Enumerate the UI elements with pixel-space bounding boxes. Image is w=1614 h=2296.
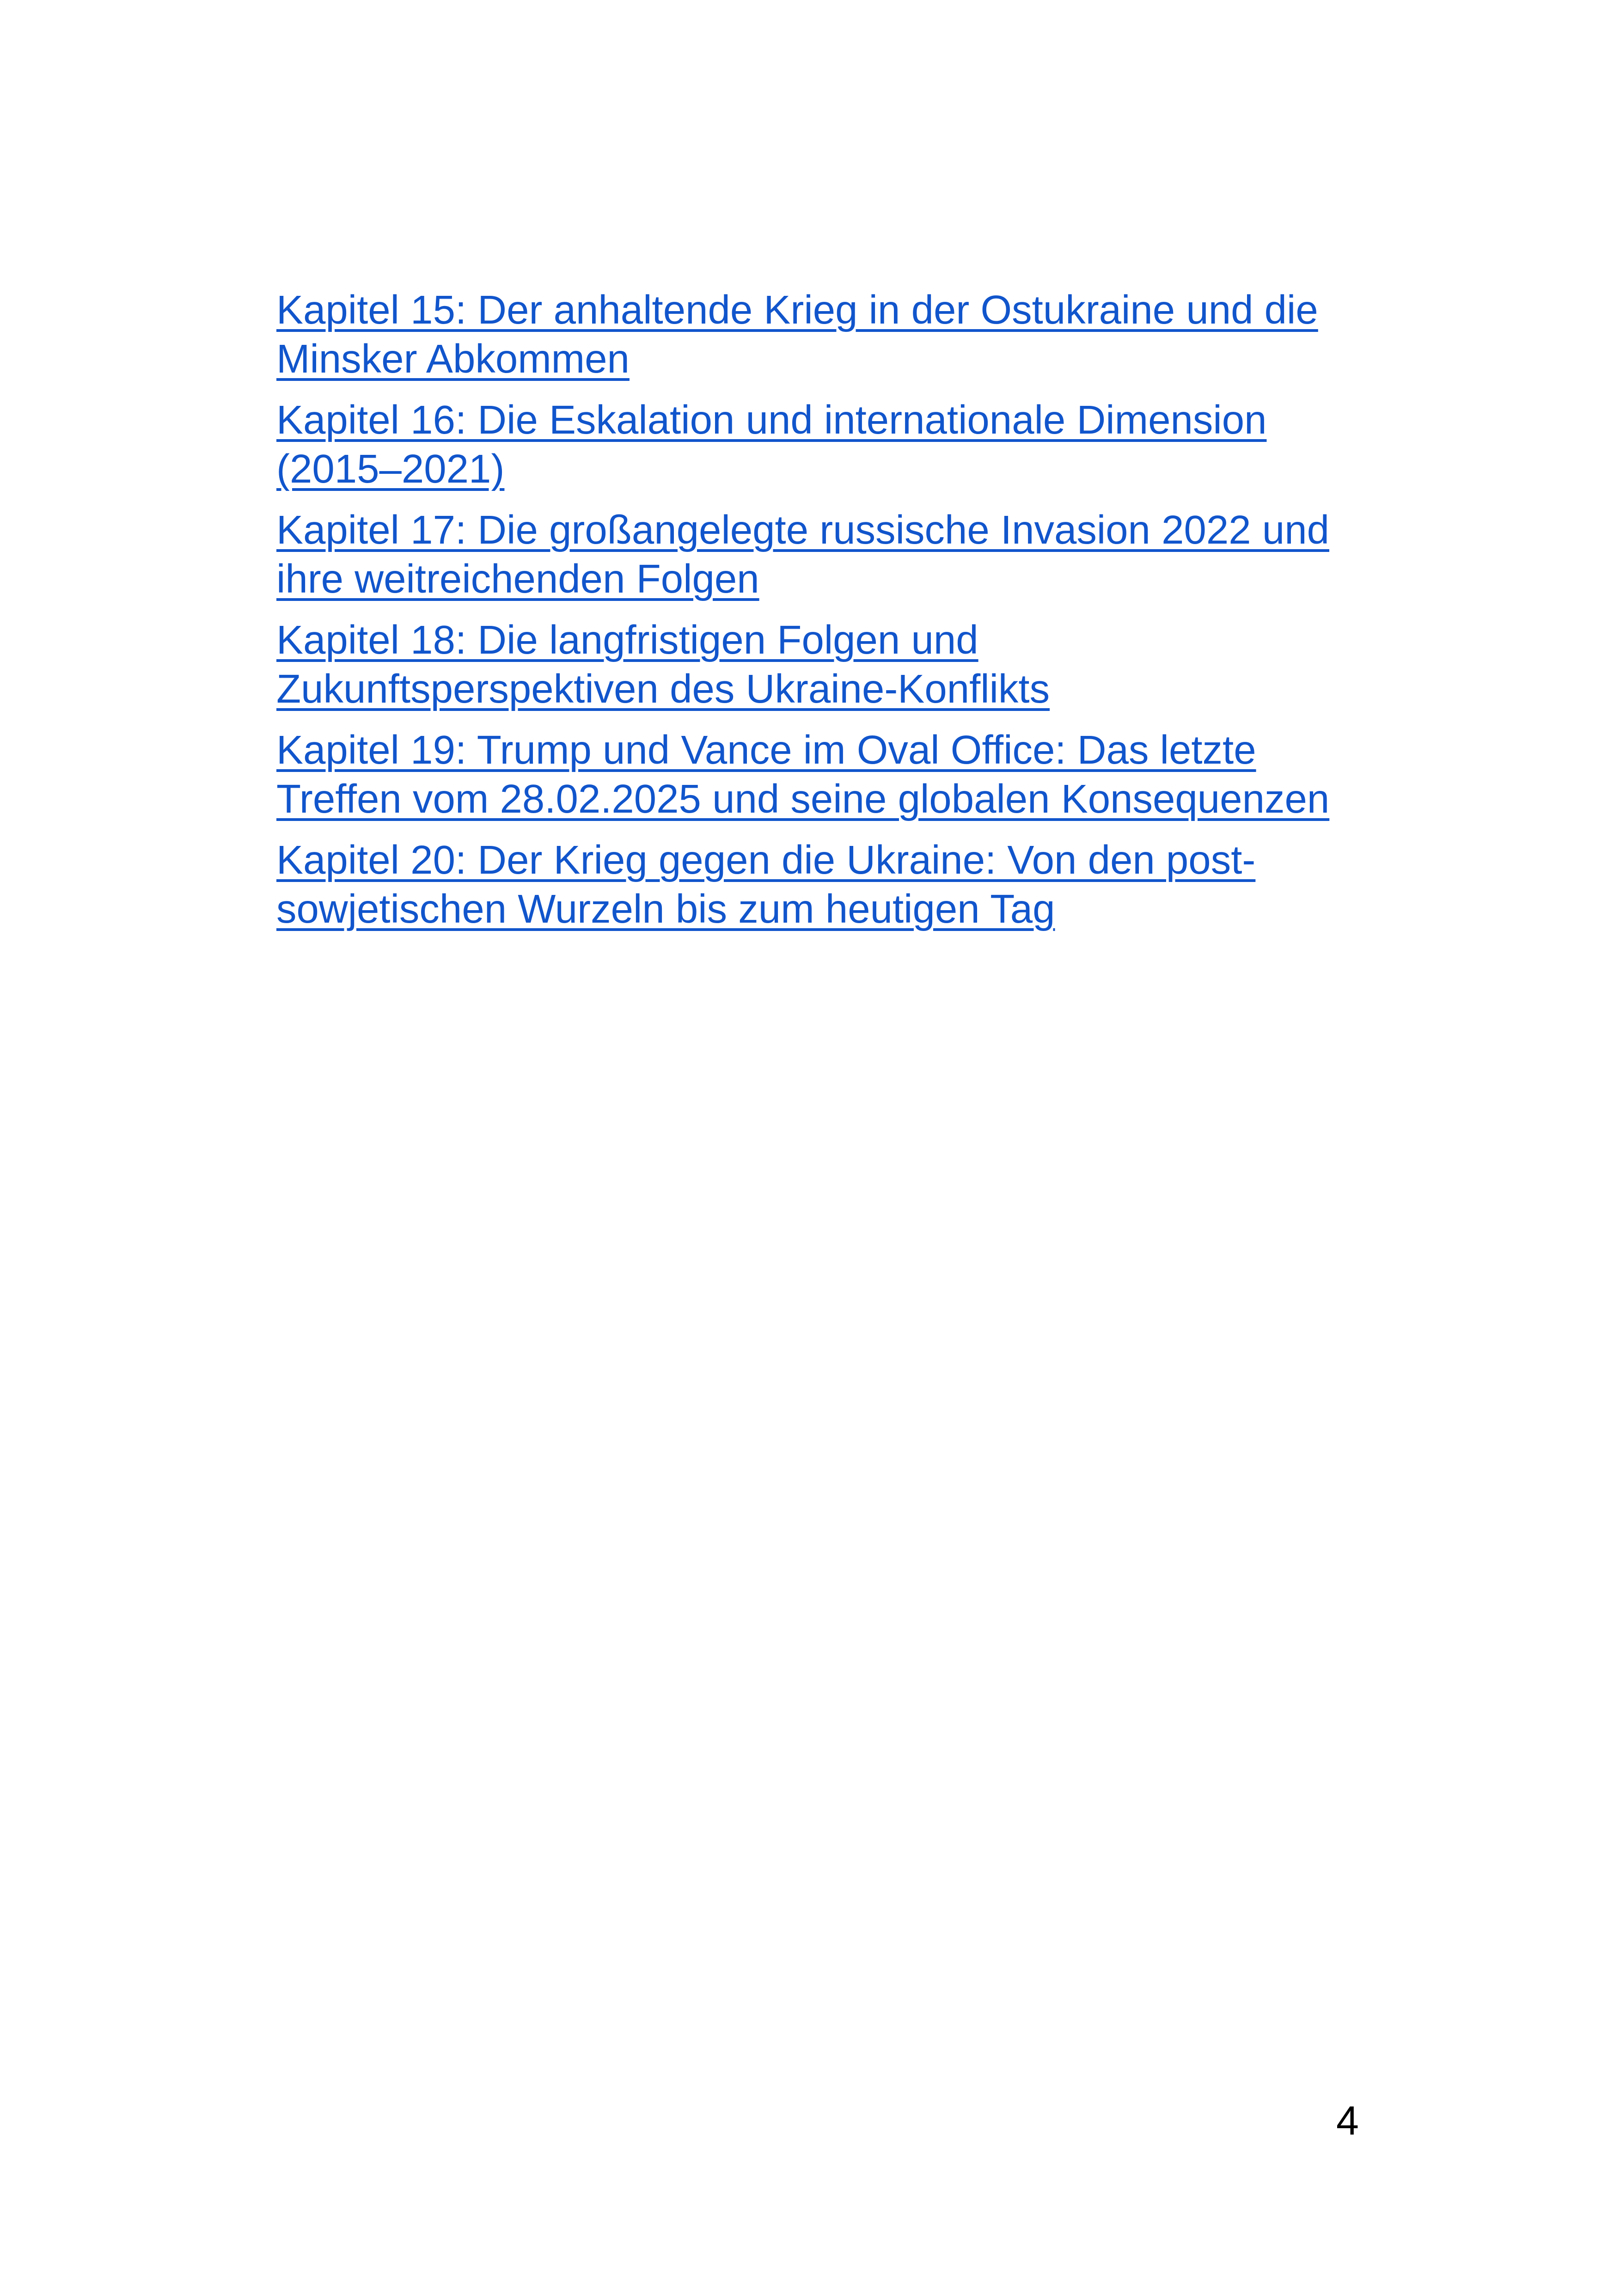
toc-link-chapter-17[interactable]: Kapitel 17: Die großangelegte russische Invasion 2022 und ihre weitreichenden Folgen	[276, 508, 1329, 601]
toc-entry-chapter-19	[276, 726, 1349, 824]
table-of-contents	[276, 286, 1349, 946]
toc-link-chapter-18[interactable]: Kapitel 18: Die langfristigen Folgen und Zukunftsperspektiven des Ukraine-Konflikts	[276, 618, 1050, 711]
toc-entry-chapter-16	[276, 396, 1349, 494]
page-number: 4	[1336, 2098, 1359, 2143]
toc-entry-chapter-17	[276, 506, 1349, 604]
toc-link-chapter-15[interactable]: Kapitel 15: Der anhaltende Krieg in der Ostukraine und die Minsker Abkommen	[276, 288, 1318, 381]
toc-link-chapter-16[interactable]: Kapitel 16: Die Eskalation und internationale Dimension (2015–2021)	[276, 398, 1267, 491]
toc-link-chapter-19[interactable]: Kapitel 19: Trump und Vance im Oval Office: Das letzte Treffen vom 28.02.2025 und seine globalen Konsequenzen	[276, 728, 1330, 821]
toc-entry-chapter-20	[276, 836, 1349, 934]
toc-link-chapter-20[interactable]: Kapitel 20: Der Krieg gegen die Ukraine: Von den post-sowjetischen Wurzeln bis zum heutigen Tag	[276, 838, 1256, 931]
toc-entry-chapter-18	[276, 616, 1349, 714]
toc-entry-chapter-15	[276, 286, 1349, 384]
